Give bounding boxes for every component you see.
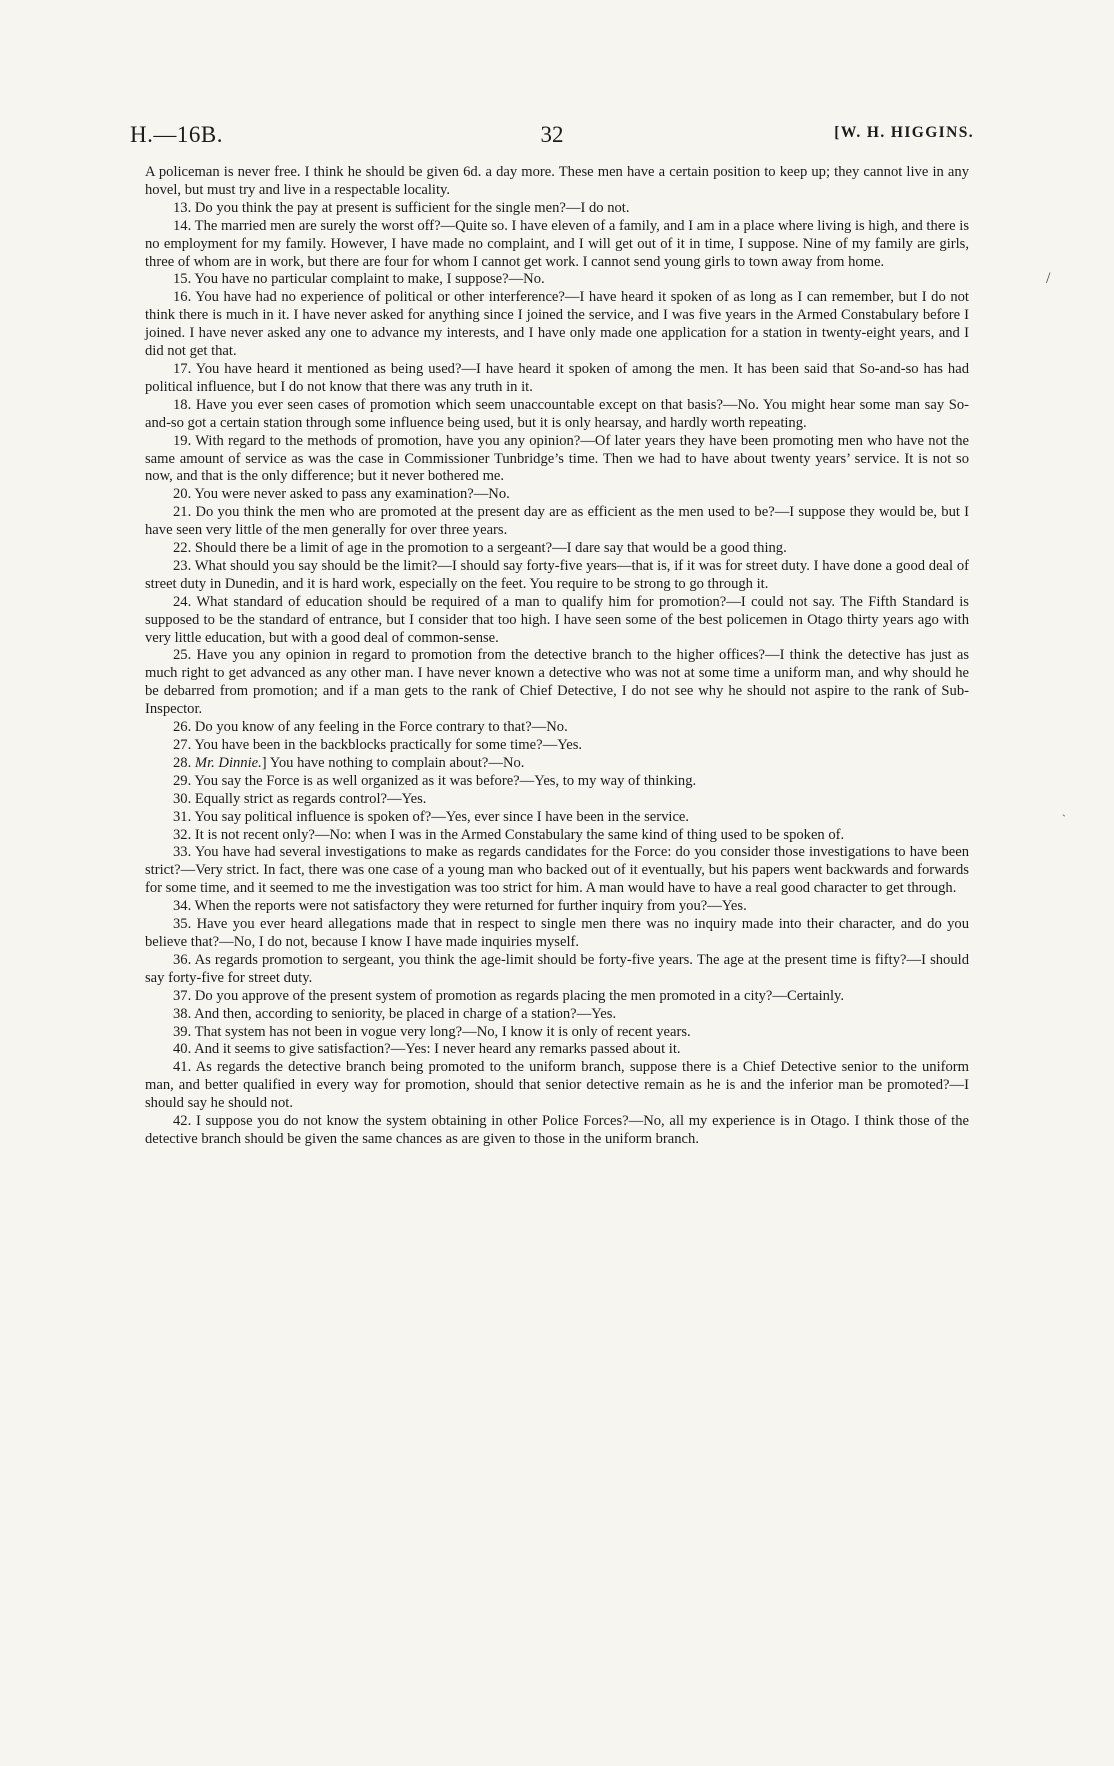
question-paragraph: 32. It is not recent only?—No: when I was in the Armed Constabulary the same kind of thing used to be spoken of. — [173, 826, 845, 843]
question-paragraph: 27. You have been in the backblocks practically for some time?—Yes. — [173, 737, 583, 753]
question-paragraph: 25. Have you any opinion in regard to promotion from the detective branch to the higher offices?—I think the detective has just as much right to get advanced as any other man. I have never known a detective who was not at some time a uniform man, and why should he be debarred from promotion; and if a man gets to the rank of Chief Detective, I do not see why he should not aspire to the rank of Sub-Inspector. — [145, 647, 969, 718]
question-paragraph: 29. You say the Force is as well organized as it was before?—Yes, to my way of thinking. — [173, 772, 697, 789]
question-paragraph: 13. Do you think the pay at present is sufficient for the single men?—I do not. — [173, 199, 630, 216]
speaker-name: Mr. Dinnie. — [194, 754, 262, 771]
report-code: H.—16B. — [130, 122, 223, 147]
witness-name: [W. H. HIGGINS. — [834, 124, 974, 141]
question-paragraph: 14. The married men are surely the worst off?—Quite so. I have eleven of a family, and I am in a place where living is high, and there is no employment for my family. However, I have made no complaint, and I will get out of it in time, I suppose. Nine of my family are girls, three of whom are in work, but there are four for whom I cannot get work. I cannot send young girls to town away from home. — [145, 217, 969, 270]
page-number: 32 — [540, 122, 564, 147]
question-paragraph: 22. Should there be a limit of age in the promotion to a sergeant?—I dare say that would be a good thing. — [173, 540, 787, 557]
question-paragraph — [145, 755, 969, 773]
question-paragraph: 15. You have no particular complaint to make, I suppose?—No. — [173, 271, 545, 288]
question-paragraph: 34. When the reports were not satisfactory they were returned for further inquiry from you?—Yes. — [173, 898, 747, 915]
question-paragraph: 39. That system has not been in vogue very long?—No, I know it is only of recent years. — [173, 1023, 691, 1040]
page-header — [130, 122, 974, 152]
question-text: ] You have nothing to complain about?—No. — [261, 754, 525, 771]
question-paragraph: 20. You were never asked to pass any examination?—No. — [173, 486, 510, 503]
question-paragraph: 18. Have you ever seen cases of promotion which seem unaccountable except on that basis?—No. You might hear some man say So-and-so got a certain station through some influence being used, but it is only hearsay, and hardly worth repeating. — [145, 396, 969, 431]
question-paragraph: 33. You have had several investigations to make as regards candidates for the Force: do you consider those investigations to have been strict?—Very strict. In fact, there was one case of a young man who backed out of it eventually, but his papers went backwards and forwards for some time, and it seemed to me the investigation was too strict for him. A man would have to have a real good character to get through. — [145, 844, 969, 897]
evidence-body — [145, 164, 969, 1149]
question-paragraph: 30. Equally strict as regards control?—Yes. — [173, 790, 427, 807]
question-number: 28. — [173, 754, 192, 771]
question-paragraph: 37. Do you approve of the present system of promotion as regards placing the men promoted in a city?—Certainly. — [173, 987, 845, 1004]
question-paragraph: 36. As regards promotion to sergeant, you think the age-limit should be forty-five years. The age at the present time is fifty?—I should say forty-five for street duty. — [145, 951, 969, 986]
question-paragraph: 16. You have had no experience of political or other interference?—I have heard it spoken of as long as I can remember, but I do not think there is much in it. I have never asked for anything since I joined the service, and I was five years in the Armed Constabulary before I joined. I have never asked any one to advance my interests, and I have only made one application for a station in twenty-eight years, and I did not get that. — [145, 289, 969, 360]
question-paragraph: 42. I suppose you do not know the system obtaining in other Police Forces?—No, all my experience is in Otago. I think those of the detective branch should be given the same chances as are given to those in the uniform branch. — [145, 1113, 969, 1147]
margin-mark: ` — [1062, 812, 1066, 826]
margin-mark: / — [1046, 270, 1051, 287]
question-paragraph: 31. You say political influence is spoken of?—Yes, ever since I have been in the service. — [173, 808, 690, 825]
question-paragraph: 40. And it seems to give satisfaction?—Yes: I never heard any remarks passed about it. — [173, 1041, 681, 1058]
question-paragraph: 35. Have you ever heard allegations made that in respect to single men there was no inquiry made into their character, and do you believe that?—No, I do not, because I know I have made inquiries myself. — [145, 916, 969, 950]
question-paragraph: 24. What standard of education should be required of a man to qualify him for promotion?—I could not say. The Fifth Standard is supposed to be the standard of entrance, but I consider that too high. I have seen some of the best policemen in Otago thirty years ago with very little education, but with a good deal of common-sense. — [145, 593, 969, 646]
question-paragraph: 21. Do you think the men who are promoted at the present day are as efficient as the men used to be?—I suppose they would be, but I have seen very little of the men generally for over three years. — [145, 504, 969, 539]
question-paragraph: 26. Do you know of any feeling in the Force contrary to that?—No. — [173, 719, 568, 736]
question-paragraph: 38. And then, according to seniority, be placed in charge of a station?—Yes. — [173, 1005, 617, 1022]
question-paragraph: 19. With regard to the methods of promotion, have you any opinion?—Of later years they have been promoting men who have not the same amount of service as was the case in Commissioner Tunbridge’s time. Then we had to have about twenty years’ service. It is not so now, and that is the only difference; but it never bothered me. — [145, 432, 969, 485]
intro-paragraph: A policeman is never free. I think he should be given 6d. a day more. These men have a certain position to keep up; they cannot live in any hovel, but must try and live in a respectable locality. — [145, 164, 969, 198]
question-paragraph: 23. What should you say should be the limit?—I should say forty-five years—that is, if it was for street duty. I have done a good deal of street duty in Dunedin, and it is hard work, especially on the feet. You require to be strong to go through it. — [145, 557, 969, 592]
question-paragraph: 17. You have heard it mentioned as being used?—I have heard it spoken of among the men. It has been said that So-and-so has had political influence, but I do not know that there was any truth in it. — [145, 360, 969, 395]
question-paragraph: 41. As regards the detective branch being promoted to the uniform branch, suppose there is a Chief Detective senior to the uniform man, and better qualified in every way for promotion, should that senior detective remain as he is and the inferior man be promoted?—I should say he should not. — [145, 1059, 969, 1112]
